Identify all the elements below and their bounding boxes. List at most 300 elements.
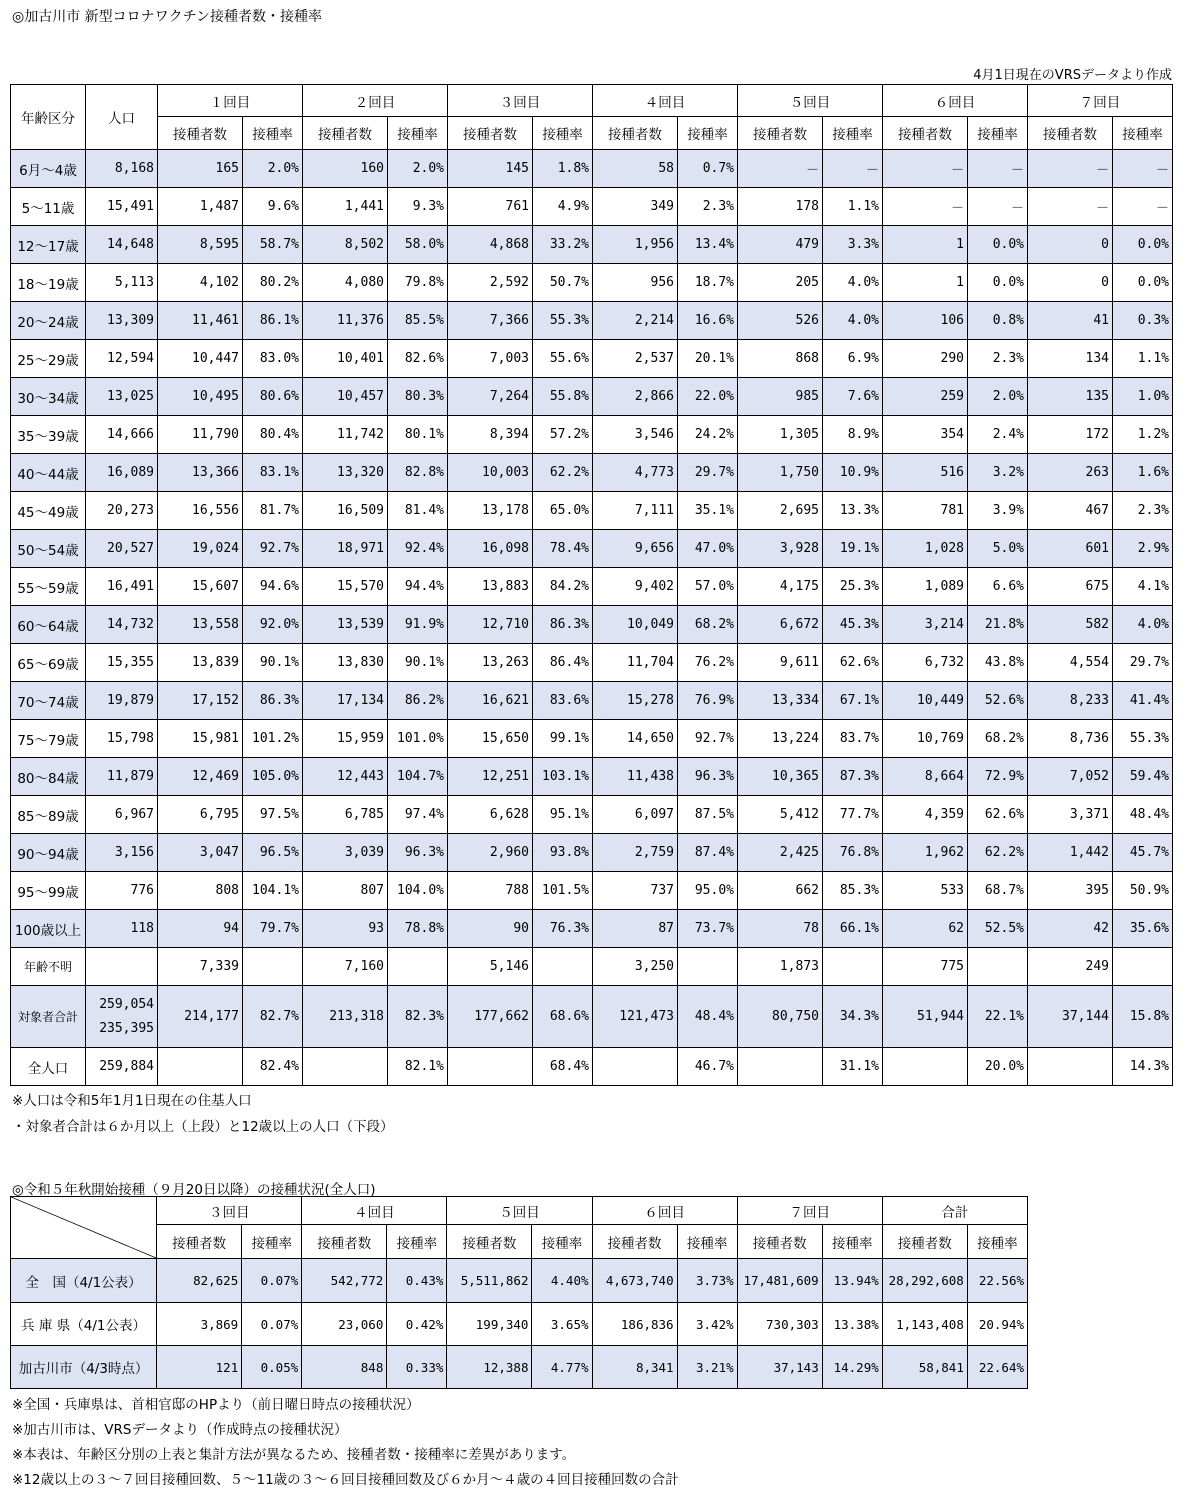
rate-cell: 9.3%: [388, 188, 448, 226]
count-cell: 516: [883, 454, 968, 492]
rate-cell: 20.0%: [968, 1048, 1028, 1086]
rate-cell: [243, 948, 303, 986]
table-row: [11, 188, 1173, 226]
count-cell: 3,039: [303, 834, 388, 872]
population-cell: 16,491: [86, 568, 158, 606]
header-rate: 接種率: [387, 1225, 447, 1259]
count-cell: 13,224: [738, 720, 823, 758]
header-group-5: ７回目: [737, 1197, 882, 1225]
rate-cell: 83.0%: [243, 340, 303, 378]
count-cell: 662: [738, 872, 823, 910]
rate-cell: 15.8%: [1113, 986, 1173, 1048]
count-cell: 7,160: [303, 948, 388, 986]
rate-cell: 3.9%: [968, 492, 1028, 530]
table-row: [11, 530, 1173, 568]
rate-cell: 67.1%: [823, 682, 883, 720]
diagonal-line: [11, 1197, 156, 1258]
table-row: [11, 682, 1173, 720]
population-6m-plus: 259,054: [99, 996, 154, 1012]
table-row-unknown: [11, 948, 1173, 986]
header-rate: 接種率: [822, 1225, 882, 1259]
rate-cell: 4.0%: [823, 302, 883, 340]
rate-cell: 14.3%: [1113, 1048, 1173, 1086]
rate-cell: 1.6%: [1113, 454, 1173, 492]
count-cell: －: [883, 150, 968, 188]
count-cell: 8,502: [303, 226, 388, 264]
header-rate: 接種率: [677, 1225, 737, 1259]
population-cell: 14,666: [86, 416, 158, 454]
count-cell: 956: [593, 264, 678, 302]
age-cell: 30～34歳: [11, 378, 86, 416]
header-rate: 接種率: [388, 117, 448, 150]
count-cell: 80,750: [738, 986, 823, 1048]
age-cell: 100歳以上: [11, 910, 86, 948]
count-cell: 186,836: [592, 1303, 677, 1346]
rate-cell: 25.3%: [823, 568, 883, 606]
rate-cell: 14.29%: [822, 1346, 882, 1389]
rate-cell: 82.4%: [243, 1048, 303, 1086]
count-cell: 9,402: [593, 568, 678, 606]
count-cell: 205: [738, 264, 823, 302]
rate-cell: 29.7%: [1113, 644, 1173, 682]
rate-cell: 95.1%: [533, 796, 593, 834]
rate-cell: 96.3%: [678, 758, 738, 796]
population-cell: 11,879: [86, 758, 158, 796]
rate-cell: 0.0%: [1113, 264, 1173, 302]
rate-cell: 4.77%: [532, 1346, 592, 1389]
count-cell: 10,401: [303, 340, 388, 378]
note2-2: ※本表は、年齢区分別の上表と集計方法が異なるため、接種者数・接種率に差異があります。: [12, 1447, 576, 1463]
rate-cell: 92.7%: [243, 530, 303, 568]
count-cell: 8,595: [158, 226, 243, 264]
count-cell: 10,769: [883, 720, 968, 758]
rate-cell: 3.3%: [823, 226, 883, 264]
count-cell: 5,146: [448, 948, 533, 986]
count-cell: 7,339: [158, 948, 243, 986]
count-cell: 58: [593, 150, 678, 188]
rate-cell: 31.1%: [823, 1048, 883, 1086]
rate-cell: 57.2%: [533, 416, 593, 454]
count-cell: 37,144: [1028, 986, 1113, 1048]
count-cell: [738, 1048, 823, 1086]
rate-cell: 105.0%: [243, 758, 303, 796]
count-cell: 9,611: [738, 644, 823, 682]
rate-cell: 80.2%: [243, 264, 303, 302]
rate-cell: 19.1%: [823, 530, 883, 568]
rate-cell: 83.6%: [533, 682, 593, 720]
population-cell: 12,594: [86, 340, 158, 378]
rate-cell: 68.4%: [533, 1048, 593, 1086]
note-total: ・対象者合計は６か月以上（上段）と12歳以上の人口（下段）: [12, 1119, 394, 1135]
rate-cell: 103.1%: [533, 758, 593, 796]
rate-cell: 0.7%: [678, 150, 738, 188]
count-cell: 2,960: [448, 834, 533, 872]
rate-cell: 96.5%: [243, 834, 303, 872]
rate-cell: 33.2%: [533, 226, 593, 264]
table-row: [11, 910, 1173, 948]
rate-cell: 18.7%: [678, 264, 738, 302]
rate-cell: 62.6%: [823, 644, 883, 682]
count-cell: [1028, 1048, 1113, 1086]
count-cell: 1,956: [593, 226, 678, 264]
rate-cell: 0.07%: [242, 1259, 302, 1303]
count-cell: 6,732: [883, 644, 968, 682]
header-count: 接種者数: [302, 1225, 387, 1259]
as-of-note: 4月1日現在のVRSデータより作成: [973, 68, 1172, 83]
rate-cell: －: [1113, 188, 1173, 226]
population-cell: 3,156: [86, 834, 158, 872]
count-cell: 4,554: [1028, 644, 1113, 682]
age-cell: 25～29歳: [11, 340, 86, 378]
rate-cell: 0.0%: [968, 226, 1028, 264]
count-cell: 199,340: [447, 1303, 532, 1346]
rate-cell: －: [968, 150, 1028, 188]
table-row: [11, 454, 1173, 492]
count-cell: 788: [448, 872, 533, 910]
rate-cell: 1.8%: [533, 150, 593, 188]
rate-cell: 82.1%: [388, 1048, 448, 1086]
count-cell: 6,097: [593, 796, 678, 834]
count-cell: 177,662: [448, 986, 533, 1048]
count-cell: 1,750: [738, 454, 823, 492]
header-count: 接種者数: [157, 1225, 242, 1259]
count-cell: 16,621: [448, 682, 533, 720]
rate-cell: 76.2%: [678, 644, 738, 682]
age-vaccination-table: [10, 84, 1173, 1086]
count-cell: 82,625: [157, 1259, 242, 1303]
note2-3: ※12歳以上の３～７回目接種回数、５～11歳の３～６回目接種回数及び６か月～４歳の４回目接種回数の合計: [12, 1472, 679, 1488]
population-cell: 15,355: [86, 644, 158, 682]
rate-cell: 47.0%: [678, 530, 738, 568]
rate-cell: 79.7%: [243, 910, 303, 948]
rate-cell: 1.1%: [823, 188, 883, 226]
rate-cell: 55.6%: [533, 340, 593, 378]
count-cell: 3,214: [883, 606, 968, 644]
table-row: [11, 492, 1173, 530]
age-cell: 70～74歳: [11, 682, 86, 720]
table-row: [11, 568, 1173, 606]
count-cell: 13,883: [448, 568, 533, 606]
count-cell: 16,509: [303, 492, 388, 530]
rate-cell: 2.3%: [968, 340, 1028, 378]
rate-cell: 6.9%: [823, 340, 883, 378]
rate-cell: 86.3%: [533, 606, 593, 644]
rate-cell: 50.9%: [1113, 872, 1173, 910]
table-row-all-population: [11, 1048, 1173, 1086]
rate-cell: 4.0%: [823, 264, 883, 302]
count-cell: 985: [738, 378, 823, 416]
header-rate: 接種率: [678, 117, 738, 150]
count-cell: 7,366: [448, 302, 533, 340]
count-cell: 6,785: [303, 796, 388, 834]
count-cell: 4,175: [738, 568, 823, 606]
rate-cell: 104.1%: [243, 872, 303, 910]
count-cell: 2,214: [593, 302, 678, 340]
rate-cell: 68.6%: [533, 986, 593, 1048]
rate-cell: [388, 948, 448, 986]
table-row: [11, 758, 1173, 796]
rate-cell: 22.1%: [968, 986, 1028, 1048]
count-cell: 8,394: [448, 416, 533, 454]
rate-cell: 2.3%: [678, 188, 738, 226]
population-cell: 20,273: [86, 492, 158, 530]
header-age: 年齢区分: [11, 85, 86, 150]
rate-cell: 92.4%: [388, 530, 448, 568]
count-cell: 134: [1028, 340, 1113, 378]
rate-cell: 78.4%: [533, 530, 593, 568]
count-cell: 13,558: [158, 606, 243, 644]
count-cell: 4,102: [158, 264, 243, 302]
count-cell: 15,607: [158, 568, 243, 606]
age-cell: 45～49歳: [11, 492, 86, 530]
rate-cell: 104.7%: [388, 758, 448, 796]
age-cell: 60～64歳: [11, 606, 86, 644]
rate-cell: 62.6%: [968, 796, 1028, 834]
count-cell: －: [738, 150, 823, 188]
count-cell: 1,305: [738, 416, 823, 454]
rate-cell: 34.3%: [823, 986, 883, 1048]
count-cell: 781: [883, 492, 968, 530]
table-row: [11, 416, 1173, 454]
count-cell: 9,656: [593, 530, 678, 568]
header-count: 接種者数: [737, 1225, 822, 1259]
count-cell: 1,442: [1028, 834, 1113, 872]
count-cell: 16,556: [158, 492, 243, 530]
rate-cell: 3.42%: [677, 1303, 737, 1346]
rate-cell: 3.73%: [677, 1259, 737, 1303]
rate-cell: 3.2%: [968, 454, 1028, 492]
count-cell: 263: [1028, 454, 1113, 492]
count-cell: 15,570: [303, 568, 388, 606]
table-row: [11, 1346, 1028, 1389]
count-cell: 16,098: [448, 530, 533, 568]
count-cell: 94: [158, 910, 243, 948]
rate-cell: 94.6%: [243, 568, 303, 606]
count-cell: 17,134: [303, 682, 388, 720]
header-count: 接種者数: [592, 1225, 677, 1259]
count-cell: 730,303: [737, 1303, 822, 1346]
count-cell: 675: [1028, 568, 1113, 606]
count-cell: 7,264: [448, 378, 533, 416]
header-dose-1: １回目: [158, 85, 303, 117]
age-cell: 85～89歳: [11, 796, 86, 834]
rate-cell: 0.8%: [968, 302, 1028, 340]
count-cell: 11,376: [303, 302, 388, 340]
header-count: 接種者数: [448, 117, 533, 150]
count-cell: 7,003: [448, 340, 533, 378]
rate-cell: 4.1%: [1113, 568, 1173, 606]
rate-cell: 86.2%: [388, 682, 448, 720]
rate-cell: 6.6%: [968, 568, 1028, 606]
rate-cell: 52.5%: [968, 910, 1028, 948]
age-cell: 75～79歳: [11, 720, 86, 758]
count-cell: 93: [303, 910, 388, 948]
count-cell: 2,695: [738, 492, 823, 530]
count-cell: 42: [1028, 910, 1113, 948]
header-rate: 接種率: [967, 1225, 1027, 1259]
count-cell: 395: [1028, 872, 1113, 910]
header-group-3: ５回目: [447, 1197, 592, 1225]
count-cell: 13,334: [738, 682, 823, 720]
header-rate: 接種率: [532, 1225, 592, 1259]
rate-cell: 78.8%: [388, 910, 448, 948]
rate-cell: 48.4%: [678, 986, 738, 1048]
table-row: [11, 340, 1173, 378]
count-cell: 1,873: [738, 948, 823, 986]
region-cell: 兵 庫 県（4/1公表）: [11, 1303, 157, 1346]
rate-cell: 104.0%: [388, 872, 448, 910]
count-cell: 7,052: [1028, 758, 1113, 796]
count-cell: 1,441: [303, 188, 388, 226]
rate-cell: 10.9%: [823, 454, 883, 492]
rate-cell: 7.6%: [823, 378, 883, 416]
rate-cell: 22.64%: [967, 1346, 1027, 1389]
header-rate: 接種率: [533, 117, 593, 150]
rate-cell: 87.3%: [823, 758, 883, 796]
count-cell: 12,710: [448, 606, 533, 644]
population-cell: 16,089: [86, 454, 158, 492]
table-row: [11, 302, 1173, 340]
table-row-total: [11, 986, 1173, 1048]
rate-cell: 55.3%: [1113, 720, 1173, 758]
age-cell: 年齢不明: [11, 948, 86, 986]
rate-cell: 46.7%: [678, 1048, 738, 1086]
population-cell: 776: [86, 872, 158, 910]
population-cell: 14,648: [86, 226, 158, 264]
rate-cell: 13.94%: [822, 1259, 882, 1303]
rate-cell: 0.0%: [1113, 226, 1173, 264]
count-cell: 178: [738, 188, 823, 226]
header-rate: 接種率: [242, 1225, 302, 1259]
population-cell: 20,527: [86, 530, 158, 568]
rate-cell: 29.7%: [678, 454, 738, 492]
rate-cell: 62.2%: [968, 834, 1028, 872]
rate-cell: 101.0%: [388, 720, 448, 758]
count-cell: 1,143,408: [882, 1303, 967, 1346]
rate-cell: 3.65%: [532, 1303, 592, 1346]
count-cell: 349: [593, 188, 678, 226]
rate-cell: 58.7%: [243, 226, 303, 264]
count-cell: 12,443: [303, 758, 388, 796]
table-row: [11, 834, 1173, 872]
rate-cell: 83.1%: [243, 454, 303, 492]
count-cell: 808: [158, 872, 243, 910]
count-cell: 6,628: [448, 796, 533, 834]
rate-cell: 1.1%: [1113, 340, 1173, 378]
rate-cell: 45.7%: [1113, 834, 1173, 872]
count-cell: 135: [1028, 378, 1113, 416]
rate-cell: 1.2%: [1113, 416, 1173, 454]
rate-cell: 82.3%: [388, 986, 448, 1048]
count-cell: 15,959: [303, 720, 388, 758]
count-cell: 13,539: [303, 606, 388, 644]
rate-cell: [678, 948, 738, 986]
rate-cell: 4.0%: [1113, 606, 1173, 644]
rate-cell: 82.6%: [388, 340, 448, 378]
rate-cell: 91.9%: [388, 606, 448, 644]
count-cell: [303, 1048, 388, 1086]
header-rate: 接種率: [243, 117, 303, 150]
count-cell: 601: [1028, 530, 1113, 568]
rate-cell: 2.9%: [1113, 530, 1173, 568]
count-cell: 10,449: [883, 682, 968, 720]
rate-cell: [1113, 948, 1173, 986]
count-cell: 737: [593, 872, 678, 910]
age-cell: 6月～4歳: [11, 150, 86, 188]
population-cell: 5,113: [86, 264, 158, 302]
rate-cell: 57.0%: [678, 568, 738, 606]
rate-cell: 0.42%: [387, 1303, 447, 1346]
count-cell: 542,772: [302, 1259, 387, 1303]
rate-cell: 80.4%: [243, 416, 303, 454]
fall-vaccination-title: ◎令和５年秋開始接種（９月20日以降）の接種状況(全人口): [12, 1182, 376, 1198]
population-cell: 15,798: [86, 720, 158, 758]
rate-cell: 72.9%: [968, 758, 1028, 796]
header-count: 接種者数: [303, 117, 388, 150]
count-cell: 582: [1028, 606, 1113, 644]
count-cell: 41: [1028, 302, 1113, 340]
note2-1: ※加古川市は、VRSデータより（作成時点の接種状況）: [12, 1422, 348, 1438]
age-cell: 80～84歳: [11, 758, 86, 796]
count-cell: 4,080: [303, 264, 388, 302]
count-cell: 7,111: [593, 492, 678, 530]
rate-cell: 90.1%: [388, 644, 448, 682]
header-count: 接種者数: [1028, 117, 1113, 150]
count-cell: 172: [1028, 416, 1113, 454]
count-cell: 1,089: [883, 568, 968, 606]
count-cell: 15,650: [448, 720, 533, 758]
count-cell: 145: [448, 150, 533, 188]
count-cell: 165: [158, 150, 243, 188]
count-cell: 0: [1028, 264, 1113, 302]
age-cell: 50～54歳: [11, 530, 86, 568]
age-cell: 5～11歳: [11, 188, 86, 226]
population-cell: [86, 986, 158, 1048]
count-cell: 19,024: [158, 530, 243, 568]
rate-cell: 76.3%: [533, 910, 593, 948]
rate-cell: 2.0%: [243, 150, 303, 188]
count-cell: 8,233: [1028, 682, 1113, 720]
rate-cell: 1.0%: [1113, 378, 1173, 416]
diagonal-corner-cell: [11, 1197, 157, 1259]
rate-cell: [968, 948, 1028, 986]
count-cell: 13,839: [158, 644, 243, 682]
rate-cell: 81.7%: [243, 492, 303, 530]
count-cell: 526: [738, 302, 823, 340]
count-cell: 121,473: [593, 986, 678, 1048]
count-cell: 533: [883, 872, 968, 910]
rate-cell: 87.4%: [678, 834, 738, 872]
count-cell: 479: [738, 226, 823, 264]
count-cell: 213,318: [303, 986, 388, 1048]
count-cell: 214,177: [158, 986, 243, 1048]
count-cell: 249: [1028, 948, 1113, 986]
count-cell: 1,962: [883, 834, 968, 872]
count-cell: 12,388: [447, 1346, 532, 1389]
rate-cell: 101.5%: [533, 872, 593, 910]
header-count: 接種者数: [882, 1225, 967, 1259]
population-cell: 8,168: [86, 150, 158, 188]
rate-cell: 22.0%: [678, 378, 738, 416]
count-cell: 2,425: [738, 834, 823, 872]
rate-cell: [823, 948, 883, 986]
rate-cell: 82.8%: [388, 454, 448, 492]
rate-cell: 45.3%: [823, 606, 883, 644]
rate-cell: 9.6%: [243, 188, 303, 226]
header-dose-4: ４回目: [593, 85, 738, 117]
count-cell: 11,790: [158, 416, 243, 454]
count-cell: 28,292,608: [882, 1259, 967, 1303]
